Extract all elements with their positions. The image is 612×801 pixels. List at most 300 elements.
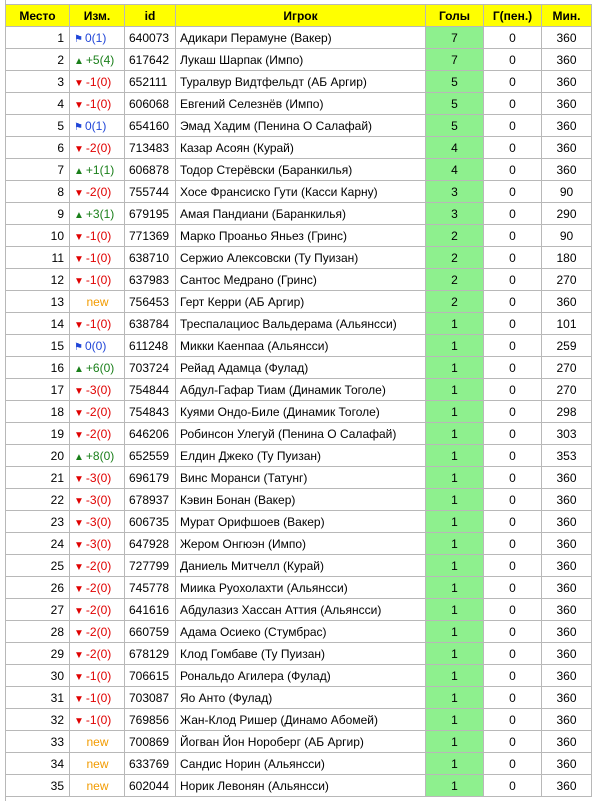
scorers-table — [5, 4, 592, 797]
table-row — [6, 423, 592, 445]
cell-minutes[interactable]: 360 — [542, 555, 592, 577]
cell-id[interactable]: 754843 — [125, 401, 176, 423]
column-header-minutes[interactable]: Мин. — [542, 5, 592, 27]
change-value: +6(0) — [85, 360, 115, 375]
cell-id[interactable]: 617642 — [125, 49, 176, 71]
cell-change[interactable] — [70, 511, 125, 533]
cell-change[interactable] — [70, 753, 125, 775]
cell-change[interactable] — [70, 731, 125, 753]
cell-goals[interactable]: 4 — [426, 137, 484, 159]
cell-change[interactable] — [70, 555, 125, 577]
down-triangle-icon: ▼ — [74, 671, 84, 683]
cell-change[interactable] — [70, 445, 125, 467]
cell-id[interactable]: 755744 — [125, 181, 176, 203]
cell-minutes[interactable]: 360 — [542, 291, 592, 313]
cell-penalties[interactable]: 0 — [484, 665, 542, 687]
column-header-penalties[interactable]: Г(пен.) — [484, 5, 542, 27]
cell-id[interactable]: 654160 — [125, 115, 176, 137]
cell-id[interactable]: 641616 — [125, 599, 176, 621]
cell-place[interactable]: 5 — [6, 115, 70, 137]
cell-place[interactable]: 26 — [6, 577, 70, 599]
cell-place[interactable]: 10 — [6, 225, 70, 247]
cell-minutes[interactable]: 303 — [542, 423, 592, 445]
cell-player[interactable]: Казар Асоян (Курай) — [176, 137, 426, 159]
table-row — [6, 159, 592, 181]
cell-change[interactable] — [70, 577, 125, 599]
cell-goals[interactable]: 1 — [426, 511, 484, 533]
change-value: +8(0) — [85, 448, 115, 463]
cell-goals[interactable]: 1 — [426, 533, 484, 555]
cell-place[interactable]: 17 — [6, 379, 70, 401]
cell-player[interactable]: Евгений Селезнёв (Импо) — [176, 93, 426, 115]
cell-minutes[interactable]: 360 — [542, 467, 592, 489]
cell-minutes[interactable]: 259 — [542, 335, 592, 357]
cell-penalties[interactable]: 0 — [484, 445, 542, 467]
cell-place[interactable]: 32 — [6, 709, 70, 731]
change-value: +3(1) — [85, 206, 115, 221]
cell-minutes[interactable]: 270 — [542, 269, 592, 291]
table-row — [6, 533, 592, 555]
cell-penalties[interactable]: 0 — [484, 291, 542, 313]
cell-goals[interactable]: 1 — [426, 775, 484, 797]
cell-player[interactable]: Клод Гомбаве (Ту Пуизан) — [176, 643, 426, 665]
cell-minutes[interactable]: 360 — [542, 621, 592, 643]
cell-minutes[interactable]: 101 — [542, 313, 592, 335]
cell-id[interactable]: 652559 — [125, 445, 176, 467]
cell-goals[interactable]: 1 — [426, 753, 484, 775]
cell-change[interactable] — [70, 335, 125, 357]
cell-player[interactable]: Герт Керри (АБ Аргир) — [176, 291, 426, 313]
cell-minutes[interactable]: 360 — [542, 753, 592, 775]
cell-minutes[interactable]: 360 — [542, 27, 592, 49]
cell-player[interactable]: Робинсон Улегуй (Пенина О Салафай) — [176, 423, 426, 445]
cell-change[interactable] — [70, 467, 125, 489]
cell-goals[interactable]: 7 — [426, 49, 484, 71]
cell-place[interactable]: 6 — [6, 137, 70, 159]
cell-penalties[interactable]: 0 — [484, 313, 542, 335]
change-value: -3(0) — [85, 492, 112, 507]
cell-id[interactable]: 771369 — [125, 225, 176, 247]
cell-id[interactable]: 696179 — [125, 467, 176, 489]
cell-change[interactable] — [70, 247, 125, 269]
cell-penalties[interactable]: 0 — [484, 269, 542, 291]
cell-minutes[interactable]: 360 — [542, 159, 592, 181]
cell-goals[interactable]: 7 — [426, 27, 484, 49]
cell-change[interactable] — [70, 775, 125, 797]
change-value: -1(0) — [85, 228, 112, 243]
cell-id[interactable]: 713483 — [125, 137, 176, 159]
cell-goals[interactable]: 1 — [426, 467, 484, 489]
cell-goals[interactable]: 1 — [426, 401, 484, 423]
cell-minutes[interactable]: 360 — [542, 731, 592, 753]
cell-goals[interactable]: 5 — [426, 93, 484, 115]
cell-player[interactable]: Эмад Хадим (Пенина О Салафай) — [176, 115, 426, 137]
column-header-change[interactable]: Изм. — [70, 5, 125, 27]
cell-change[interactable] — [70, 665, 125, 687]
cell-player[interactable]: Марко Проаньо Яньез (Гринс) — [176, 225, 426, 247]
cell-place[interactable]: 25 — [6, 555, 70, 577]
up-triangle-icon: ▲ — [74, 363, 84, 375]
table-row — [6, 753, 592, 775]
cell-change[interactable] — [70, 489, 125, 511]
table-row — [6, 49, 592, 71]
cell-change[interactable] — [70, 137, 125, 159]
cell-player[interactable]: Амая Пандиани (Баранкилья) — [176, 203, 426, 225]
cell-player[interactable]: Абдул-Гафар Тиам (Динамик Тоголе) — [176, 379, 426, 401]
cell-player[interactable]: Кэвин Бонан (Вакер) — [176, 489, 426, 511]
cell-penalties[interactable]: 0 — [484, 599, 542, 621]
cell-change[interactable] — [70, 687, 125, 709]
cell-id[interactable]: 754844 — [125, 379, 176, 401]
cell-penalties[interactable]: 0 — [484, 577, 542, 599]
cell-penalties[interactable]: 0 — [484, 775, 542, 797]
cell-change[interactable] — [70, 621, 125, 643]
cell-goals[interactable]: 1 — [426, 687, 484, 709]
change-value: +5(4) — [85, 52, 115, 67]
cell-place[interactable]: 11 — [6, 247, 70, 269]
cell-minutes[interactable]: 360 — [542, 71, 592, 93]
cell-change[interactable] — [70, 269, 125, 291]
cell-id[interactable]: 745778 — [125, 577, 176, 599]
cell-minutes[interactable]: 180 — [542, 247, 592, 269]
cell-penalties[interactable]: 0 — [484, 467, 542, 489]
change-value: 0(0) — [84, 338, 107, 353]
column-header-player[interactable]: Игрок — [176, 5, 426, 27]
cell-place[interactable]: 12 — [6, 269, 70, 291]
cell-goals[interactable]: 1 — [426, 665, 484, 687]
cell-player[interactable]: Микки Каенпаа (Альянсси) — [176, 335, 426, 357]
table-row — [6, 379, 592, 401]
table-row — [6, 335, 592, 357]
cell-penalties[interactable]: 0 — [484, 555, 542, 577]
down-triangle-icon: ▼ — [74, 385, 84, 397]
cell-penalties[interactable]: 0 — [484, 159, 542, 181]
cell-goals[interactable]: 1 — [426, 379, 484, 401]
cell-player[interactable]: Винс Моранси (Татунг) — [176, 467, 426, 489]
cell-goals[interactable]: 1 — [426, 621, 484, 643]
cell-place[interactable]: 8 — [6, 181, 70, 203]
cell-player[interactable]: Куями Ондо-Биле (Динамик Тоголе) — [176, 401, 426, 423]
cell-place[interactable]: 2 — [6, 49, 70, 71]
cell-id[interactable]: 706615 — [125, 665, 176, 687]
cell-minutes[interactable]: 270 — [542, 357, 592, 379]
cell-place[interactable]: 16 — [6, 357, 70, 379]
cell-id[interactable]: 638784 — [125, 313, 176, 335]
cell-player[interactable]: Даниель Митчелл (Курай) — [176, 555, 426, 577]
cell-place[interactable]: 20 — [6, 445, 70, 467]
cell-player[interactable]: Абдулазиз Хассан Аттия (Альянсси) — [176, 599, 426, 621]
cell-player[interactable]: Хосе Франсиско Гути (Касси Карну) — [176, 181, 426, 203]
flag-icon: ⚑ — [74, 341, 83, 353]
cell-id[interactable]: 700869 — [125, 731, 176, 753]
cell-id[interactable]: 646206 — [125, 423, 176, 445]
cell-place[interactable]: 19 — [6, 423, 70, 445]
change-value: -2(0) — [85, 404, 112, 419]
cell-place[interactable]: 21 — [6, 467, 70, 489]
cell-id[interactable]: 637983 — [125, 269, 176, 291]
cell-minutes[interactable]: 360 — [542, 709, 592, 731]
down-triangle-icon: ▼ — [74, 539, 84, 551]
down-triangle-icon: ▼ — [74, 473, 84, 485]
cell-minutes[interactable]: 360 — [542, 489, 592, 511]
cell-change[interactable] — [70, 401, 125, 423]
down-triangle-icon: ▼ — [74, 187, 84, 199]
cell-player[interactable]: Яо Анто (Фулад) — [176, 687, 426, 709]
cell-change[interactable] — [70, 115, 125, 137]
table-row — [6, 577, 592, 599]
cell-goals[interactable]: 1 — [426, 643, 484, 665]
cell-place[interactable]: 31 — [6, 687, 70, 709]
cell-penalties[interactable]: 0 — [484, 49, 542, 71]
cell-goals[interactable]: 1 — [426, 599, 484, 621]
cell-minutes[interactable]: 353 — [542, 445, 592, 467]
cell-id[interactable]: 606735 — [125, 511, 176, 533]
cell-player[interactable]: Рейад Адамца (Фулад) — [176, 357, 426, 379]
cell-penalties[interactable]: 0 — [484, 533, 542, 555]
cell-penalties[interactable]: 0 — [484, 379, 542, 401]
table-row — [6, 467, 592, 489]
table-row — [6, 225, 592, 247]
cell-id[interactable]: 678937 — [125, 489, 176, 511]
cell-player[interactable]: Жан-Клод Ришер (Динамо Абомей) — [176, 709, 426, 731]
cell-place[interactable]: 7 — [6, 159, 70, 181]
cell-goals[interactable]: 1 — [426, 313, 484, 335]
cell-id[interactable]: 678129 — [125, 643, 176, 665]
up-triangle-icon: ▲ — [74, 209, 84, 221]
cell-penalties[interactable]: 0 — [484, 511, 542, 533]
cell-id[interactable]: 703087 — [125, 687, 176, 709]
cell-penalties[interactable]: 0 — [484, 687, 542, 709]
header-row — [6, 5, 592, 27]
cell-place[interactable]: 28 — [6, 621, 70, 643]
cell-minutes[interactable]: 360 — [542, 687, 592, 709]
cell-place[interactable]: 4 — [6, 93, 70, 115]
change-value: -3(0) — [85, 514, 112, 529]
cell-player[interactable]: Сандис Норин (Альянсси) — [176, 753, 426, 775]
cell-penalties[interactable]: 0 — [484, 753, 542, 775]
cell-goals[interactable]: 1 — [426, 423, 484, 445]
cell-goals[interactable]: 1 — [426, 555, 484, 577]
cell-goals[interactable]: 1 — [426, 577, 484, 599]
flag-icon: ⚑ — [74, 33, 83, 45]
cell-penalties[interactable]: 0 — [484, 643, 542, 665]
column-header-id[interactable]: id — [125, 5, 176, 27]
cell-goals[interactable]: 5 — [426, 71, 484, 93]
cell-place[interactable]: 35 — [6, 775, 70, 797]
cell-minutes[interactable]: 360 — [542, 775, 592, 797]
cell-place[interactable]: 22 — [6, 489, 70, 511]
table-row — [6, 687, 592, 709]
change-value: -3(0) — [85, 382, 112, 397]
cell-player[interactable]: Елдин Джеко (Ту Пуизан) — [176, 445, 426, 467]
cell-minutes[interactable]: 360 — [542, 577, 592, 599]
cell-goals[interactable]: 1 — [426, 335, 484, 357]
change-value: -2(0) — [85, 602, 112, 617]
cell-id[interactable]: 647928 — [125, 533, 176, 555]
cell-player[interactable]: Сержио Алексовски (Ту Пуизан) — [176, 247, 426, 269]
cell-id[interactable]: 679195 — [125, 203, 176, 225]
cell-penalties[interactable]: 0 — [484, 115, 542, 137]
cell-penalties[interactable]: 0 — [484, 423, 542, 445]
cell-change[interactable] — [70, 159, 125, 181]
cell-minutes[interactable]: 360 — [542, 533, 592, 555]
cell-id[interactable]: 769856 — [125, 709, 176, 731]
cell-id[interactable]: 633769 — [125, 753, 176, 775]
cell-place[interactable]: 9 — [6, 203, 70, 225]
cell-minutes[interactable]: 360 — [542, 115, 592, 137]
cell-player[interactable]: Тодор Стерёвски (Баранкилья) — [176, 159, 426, 181]
cell-goals[interactable]: 5 — [426, 115, 484, 137]
cell-change[interactable] — [70, 599, 125, 621]
cell-place[interactable]: 18 — [6, 401, 70, 423]
cell-player[interactable]: Адикари Перамуне (Вакер) — [176, 27, 426, 49]
cell-minutes[interactable]: 360 — [542, 93, 592, 115]
cell-id[interactable]: 602044 — [125, 775, 176, 797]
cell-change[interactable] — [70, 291, 125, 313]
cell-goals[interactable]: 1 — [426, 489, 484, 511]
change-value: 0(1) — [84, 118, 107, 133]
cell-penalties[interactable]: 0 — [484, 357, 542, 379]
change-value: +1(1) — [85, 162, 115, 177]
cell-penalties[interactable]: 0 — [484, 225, 542, 247]
cell-player[interactable]: Лукаш Шарпак (Импо) — [176, 49, 426, 71]
cell-id[interactable]: 660759 — [125, 621, 176, 643]
cell-goals[interactable]: 1 — [426, 445, 484, 467]
cell-place[interactable]: 15 — [6, 335, 70, 357]
table-row — [6, 313, 592, 335]
column-header-goals[interactable]: Голы — [426, 5, 484, 27]
cell-goals[interactable]: 1 — [426, 709, 484, 731]
down-triangle-icon: ▼ — [74, 715, 84, 727]
cell-penalties[interactable]: 0 — [484, 93, 542, 115]
cell-place[interactable]: 3 — [6, 71, 70, 93]
cell-change[interactable] — [70, 379, 125, 401]
cell-minutes[interactable]: 90 — [542, 181, 592, 203]
cell-goals[interactable]: 2 — [426, 291, 484, 313]
cell-penalties[interactable]: 0 — [484, 181, 542, 203]
cell-place[interactable]: 23 — [6, 511, 70, 533]
table-row — [6, 775, 592, 797]
cell-player[interactable]: Рональдо Агилера (Фулад) — [176, 665, 426, 687]
cell-penalties[interactable]: 0 — [484, 137, 542, 159]
cell-place[interactable]: 27 — [6, 599, 70, 621]
cell-goals[interactable]: 1 — [426, 731, 484, 753]
cell-change[interactable] — [70, 27, 125, 49]
cell-player[interactable]: Треспалациос Вальдерама (Альянсси) — [176, 313, 426, 335]
cell-place[interactable]: 14 — [6, 313, 70, 335]
cell-change[interactable] — [70, 423, 125, 445]
cell-change[interactable] — [70, 357, 125, 379]
cell-minutes[interactable]: 360 — [542, 49, 592, 71]
cell-penalties[interactable]: 0 — [484, 731, 542, 753]
cell-minutes[interactable]: 90 — [542, 225, 592, 247]
cell-player[interactable]: Йогван Йон Нороберг (АБ Аргир) — [176, 731, 426, 753]
cell-change[interactable] — [70, 49, 125, 71]
cell-player[interactable]: Миика Руохолахти (Альянсси) — [176, 577, 426, 599]
change-value: -1(0) — [85, 712, 112, 727]
cell-place[interactable]: 29 — [6, 643, 70, 665]
cell-goals[interactable]: 3 — [426, 181, 484, 203]
cell-change[interactable] — [70, 313, 125, 335]
cell-minutes[interactable]: 360 — [542, 137, 592, 159]
cell-place[interactable]: 24 — [6, 533, 70, 555]
cell-change[interactable] — [70, 643, 125, 665]
down-triangle-icon: ▼ — [74, 605, 84, 617]
cell-change[interactable] — [70, 93, 125, 115]
change-value: new — [86, 778, 109, 793]
cell-id[interactable]: 611248 — [125, 335, 176, 357]
cell-id[interactable]: 652111 — [125, 71, 176, 93]
cell-id[interactable]: 727799 — [125, 555, 176, 577]
change-value: -1(0) — [85, 316, 112, 331]
cell-goals[interactable]: 2 — [426, 225, 484, 247]
cell-minutes[interactable]: 360 — [542, 599, 592, 621]
cell-minutes[interactable]: 290 — [542, 203, 592, 225]
cell-id[interactable]: 756453 — [125, 291, 176, 313]
cell-id[interactable]: 640073 — [125, 27, 176, 49]
cell-minutes[interactable]: 360 — [542, 643, 592, 665]
cell-goals[interactable]: 2 — [426, 269, 484, 291]
cell-id[interactable]: 606068 — [125, 93, 176, 115]
cell-penalties[interactable]: 0 — [484, 335, 542, 357]
cell-penalties[interactable]: 0 — [484, 203, 542, 225]
table-row — [6, 247, 592, 269]
cell-change[interactable] — [70, 71, 125, 93]
cell-place[interactable]: 30 — [6, 665, 70, 687]
table-row — [6, 731, 592, 753]
cell-goals[interactable]: 3 — [426, 203, 484, 225]
cell-change[interactable] — [70, 709, 125, 731]
cell-penalties[interactable]: 0 — [484, 71, 542, 93]
cell-id[interactable]: 703724 — [125, 357, 176, 379]
cell-penalties[interactable]: 0 — [484, 401, 542, 423]
cell-place[interactable]: 33 — [6, 731, 70, 753]
cell-change[interactable] — [70, 203, 125, 225]
cell-minutes[interactable]: 270 — [542, 379, 592, 401]
cell-player[interactable]: Норик Левонян (Альянсси) — [176, 775, 426, 797]
cell-goals[interactable]: 4 — [426, 159, 484, 181]
table-row — [6, 203, 592, 225]
cell-penalties[interactable]: 0 — [484, 247, 542, 269]
change-value: -2(0) — [85, 558, 112, 573]
cell-place[interactable]: 1 — [6, 27, 70, 49]
cell-change[interactable] — [70, 225, 125, 247]
cell-minutes[interactable]: 298 — [542, 401, 592, 423]
table-row — [6, 269, 592, 291]
cell-penalties[interactable]: 0 — [484, 27, 542, 49]
cell-penalties[interactable]: 0 — [484, 489, 542, 511]
cell-goals[interactable]: 1 — [426, 357, 484, 379]
cell-id[interactable]: 638710 — [125, 247, 176, 269]
cell-player[interactable]: Адама Осиеко (Стумбрас) — [176, 621, 426, 643]
cell-penalties[interactable]: 0 — [484, 621, 542, 643]
cell-place[interactable]: 34 — [6, 753, 70, 775]
cell-minutes[interactable]: 360 — [542, 665, 592, 687]
cell-player[interactable]: Туралвур Видтфельдт (АБ Аргир) — [176, 71, 426, 93]
table-row — [6, 71, 592, 93]
cell-player[interactable]: Сантос Медрано (Гринс) — [176, 269, 426, 291]
cell-place[interactable]: 13 — [6, 291, 70, 313]
cell-id[interactable]: 606878 — [125, 159, 176, 181]
cell-change[interactable] — [70, 533, 125, 555]
cell-minutes[interactable]: 360 — [542, 511, 592, 533]
cell-penalties[interactable]: 0 — [484, 709, 542, 731]
cell-change[interactable] — [70, 181, 125, 203]
cell-player[interactable]: Жером Онгюэн (Импо) — [176, 533, 426, 555]
cell-goals[interactable]: 2 — [426, 247, 484, 269]
column-header-place[interactable]: Место — [6, 5, 70, 27]
cell-player[interactable]: Мурат Орифшоев (Вакер) — [176, 511, 426, 533]
